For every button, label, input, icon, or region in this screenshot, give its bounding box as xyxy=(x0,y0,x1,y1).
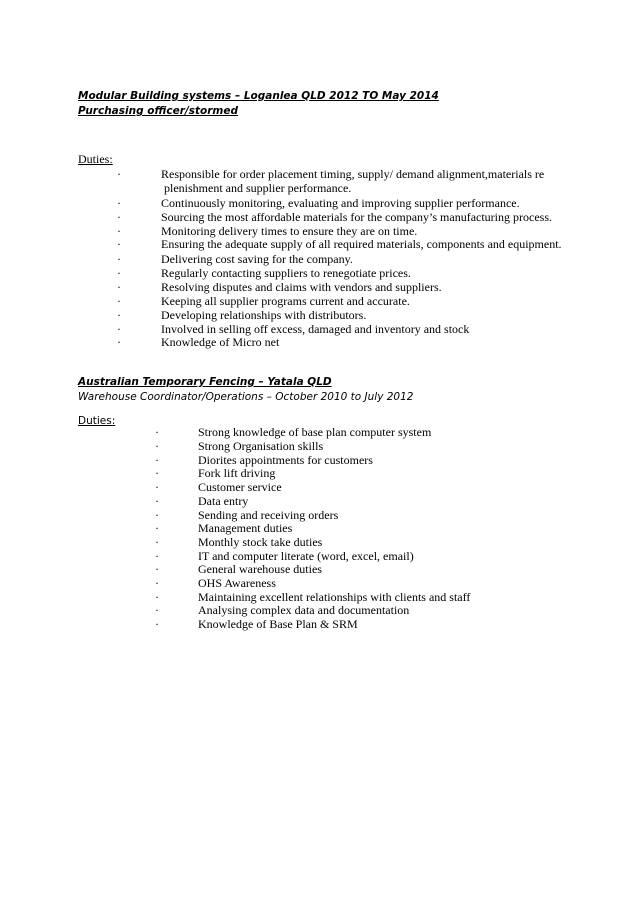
job2-subtitle: Warehouse Coordinator/Operations – October 2010 to July 2012 xyxy=(78,391,414,403)
job1-title: Modular Building systems – Loganlea QLD 2012 TO May 2014 xyxy=(78,90,439,102)
bullet: · xyxy=(155,466,159,480)
bullet: · xyxy=(155,617,159,631)
job1-duties-label: Duties: xyxy=(78,152,113,166)
bullet: · xyxy=(155,535,159,549)
duty-text: Fork lift driving xyxy=(198,466,276,480)
bullet: · xyxy=(155,508,159,522)
job2-duties-label: Duties: xyxy=(78,415,116,427)
duty-text: Involved in selling off excess, damaged and inventory and stock xyxy=(161,322,470,336)
bullet: · xyxy=(117,266,121,280)
duty-text: Continuously monitoring, evaluating and improving supplier performance. xyxy=(161,196,520,210)
bullet: · xyxy=(117,335,121,349)
bullet: · xyxy=(117,322,121,336)
duty-text: Regularly contacting suppliers to renegotiate prices. xyxy=(161,266,411,280)
bullet: · xyxy=(155,480,159,494)
bullet: · xyxy=(117,308,121,322)
duty-text: Knowledge of Micro net xyxy=(161,335,280,349)
bullet: · xyxy=(155,562,159,576)
duty-text: IT and computer literate (word, excel, email) xyxy=(198,549,414,563)
bullet: · xyxy=(155,453,159,467)
bullet: · xyxy=(155,439,159,453)
duty-text: OHS Awareness xyxy=(198,576,276,590)
duty-text: Resolving disputes and claims with vendors and suppliers. xyxy=(161,280,442,294)
bullet: · xyxy=(117,210,121,224)
bullet: · xyxy=(117,237,121,251)
duty-text: Sourcing the most affordable materials for the company’s manufacturing process. xyxy=(161,210,552,224)
duty-text: Monthly stock take duties xyxy=(198,535,323,549)
job1-subtitle: Purchasing officer/stormed xyxy=(78,105,239,117)
duty-text: Data entry xyxy=(198,494,249,508)
duty-text: Diorites appointments for customers xyxy=(198,453,373,467)
duty-text: Sending and receiving orders xyxy=(198,508,339,522)
duty-text: Responsible for order placement timing, supply/ demand alignment,materials re xyxy=(161,167,545,181)
bullet: · xyxy=(155,603,159,617)
bullet: · xyxy=(117,196,121,210)
duty-text: Delivering cost saving for the company. xyxy=(161,252,353,266)
duty-text: Maintaining excellent relationships with clients and staff xyxy=(198,590,471,604)
bullet: · xyxy=(155,590,159,604)
duty-text: Ensuring the adequate supply of all required materials, components and equipment. xyxy=(161,237,562,251)
bullet: · xyxy=(117,280,121,294)
bullet: · xyxy=(155,425,159,439)
bullet: · xyxy=(155,521,159,535)
duty-text: Management duties xyxy=(198,521,293,535)
duty-text: Strong Organisation skills xyxy=(198,439,324,453)
bullet: · xyxy=(117,252,121,266)
bullet: · xyxy=(117,224,121,238)
duty-text: plenishment and supplier performance. xyxy=(164,181,352,195)
duty-text: Keeping all supplier programs current and accurate. xyxy=(161,294,410,308)
duty-text: Strong knowledge of base plan computer system xyxy=(198,425,432,439)
job2-title: Australian Temporary Fencing – Yatala QLD xyxy=(78,376,332,388)
bullet: · xyxy=(155,494,159,508)
bullet: · xyxy=(117,167,121,181)
duty-text: Monitoring delivery times to ensure they are on time. xyxy=(161,224,418,238)
bullet: · xyxy=(155,576,159,590)
duty-text: General warehouse duties xyxy=(198,562,322,576)
duty-text: Customer service xyxy=(198,480,282,494)
duty-text: Analysing complex data and documentation xyxy=(198,603,410,617)
duty-text: Knowledge of Base Plan & SRM xyxy=(198,617,358,631)
bullet: · xyxy=(117,294,121,308)
bullet: · xyxy=(155,549,159,563)
duty-text: Developing relationships with distributors. xyxy=(161,308,367,322)
